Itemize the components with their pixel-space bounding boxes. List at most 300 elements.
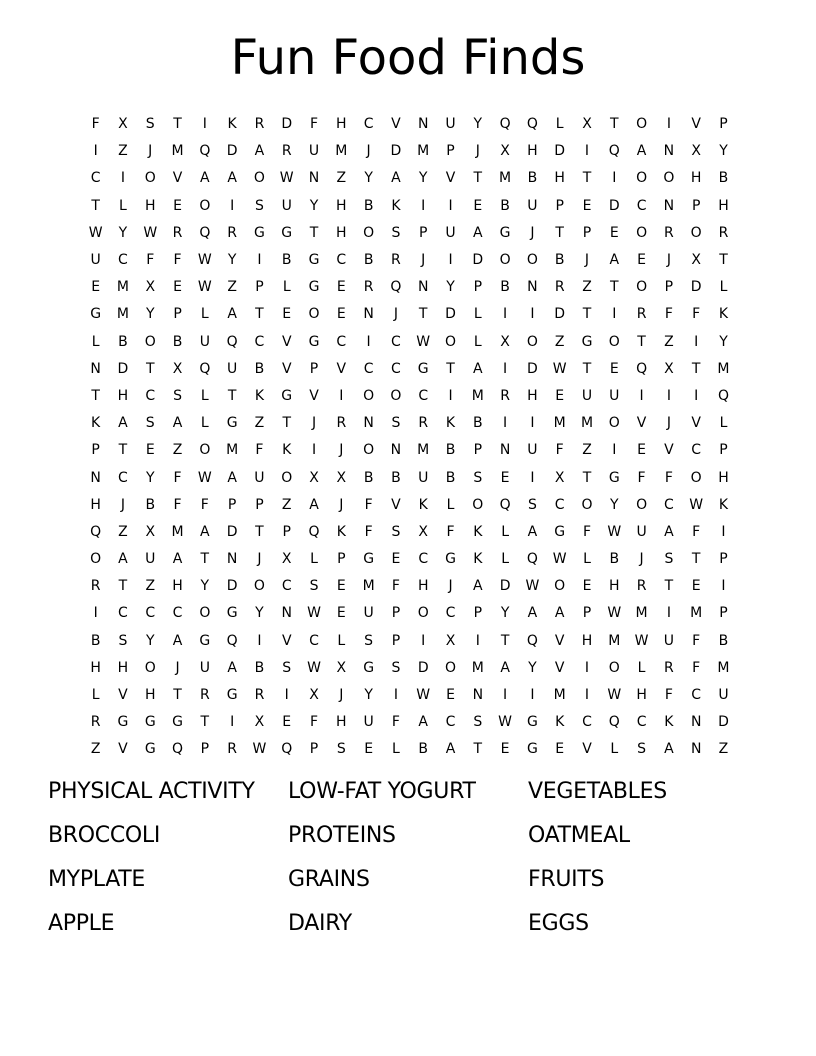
grid-letter[interactable]: W [197,279,212,296]
grid-letter[interactable]: V [391,496,401,513]
grid-letter[interactable]: R [554,279,565,296]
grid-letter[interactable]: I [503,306,508,323]
grid-letter[interactable]: T [473,170,483,187]
grid-letter[interactable]: N [390,442,402,459]
grid-letter[interactable]: C [309,632,319,649]
grid-letter[interactable]: Q [499,496,511,513]
grid-letter[interactable]: T [610,279,619,296]
grid-letter[interactable]: V [118,687,128,704]
grid-letter[interactable]: U [527,197,538,214]
grid-letter[interactable]: X [554,469,565,486]
grid-letter[interactable]: E [145,442,155,459]
grid-letter[interactable]: G [526,741,538,758]
grid-letter[interactable]: E [582,197,592,214]
grid-letter[interactable]: D [718,714,729,731]
grid-letter[interactable]: C [363,360,374,377]
grid-letter[interactable]: Y [418,170,428,187]
grid-letter[interactable]: A [664,523,674,540]
grid-letter[interactable]: P [282,523,291,540]
grid-letter[interactable]: C [663,496,674,513]
grid-letter[interactable]: P [719,442,728,459]
grid-letter[interactable]: N [90,360,101,377]
grid-letter[interactable]: Z [718,741,729,758]
grid-letter[interactable]: Z [90,741,101,758]
grid-letter[interactable]: Q [499,116,511,133]
grid-letter[interactable]: O [608,659,620,676]
grid-letter[interactable]: E [336,605,346,622]
grid-letter[interactable]: Y [610,496,619,513]
grid-letter[interactable]: T [200,714,210,731]
grid-letter[interactable]: K [555,714,565,731]
grid-letter[interactable]: O [526,252,538,269]
grid-letter[interactable]: D [554,143,566,160]
grid-letter[interactable]: H [417,578,429,595]
grid-letter[interactable]: G [90,306,102,323]
grid-letter[interactable]: U [445,224,456,241]
grid-letter[interactable]: T [719,252,728,269]
grid-letter[interactable]: Q [717,387,729,404]
grid-letter[interactable]: A [664,741,674,758]
grid-letter[interactable]: J [148,143,153,160]
grid-letter[interactable]: F [692,659,701,676]
grid-letter[interactable]: S [254,197,264,214]
grid-letter[interactable]: G [526,714,538,731]
grid-letter[interactable]: K [418,496,428,513]
grid-letter[interactable]: M [417,143,430,160]
grid-letter[interactable]: T [500,632,510,649]
grid-letter[interactable]: N [472,687,484,704]
grid-letter[interactable]: E [336,578,346,595]
grid-letter[interactable]: R [391,252,401,269]
grid-letter[interactable]: I [421,197,426,214]
grid-letter[interactable]: R [281,143,292,160]
grid-letter[interactable]: Y [364,687,373,704]
grid-letter[interactable]: V [445,170,456,187]
grid-letter[interactable]: O [690,224,702,241]
grid-letter[interactable]: H [527,387,538,404]
grid-letter[interactable]: G [608,469,620,486]
grid-letter[interactable]: G [226,687,238,704]
grid-letter[interactable]: K [718,306,729,323]
grid-letter[interactable]: G [554,523,566,540]
grid-letter[interactable]: O [663,170,675,187]
grid-letter[interactable]: A [118,551,128,568]
grid-letter[interactable]: B [527,170,538,187]
grid-letter[interactable]: K [227,116,237,133]
grid-letter[interactable]: Y [309,197,319,214]
grid-letter[interactable]: Z [281,496,292,513]
grid-letter[interactable]: E [582,578,592,595]
grid-letter[interactable]: M [608,632,621,649]
grid-letter[interactable]: F [446,523,455,540]
grid-letter[interactable]: N [499,442,511,459]
grid-letter[interactable]: W [552,360,567,377]
grid-letter[interactable]: T [145,360,155,377]
grid-letter[interactable]: A [172,551,183,568]
grid-letter[interactable]: U [254,469,265,486]
grid-letter[interactable]: U [363,605,374,622]
grid-letter[interactable]: X [691,143,701,160]
grid-letter[interactable]: U [281,197,292,214]
grid-letter[interactable]: A [227,306,237,323]
grid-letter[interactable]: L [310,551,318,568]
grid-letter[interactable]: I [284,687,289,704]
grid-letter[interactable]: G [117,714,129,731]
grid-letter[interactable]: T [582,360,592,377]
grid-letter[interactable]: Y [364,170,373,187]
grid-letter[interactable]: I [530,415,535,432]
grid-letter[interactable]: P [582,224,592,241]
grid-letter[interactable]: K [718,496,729,513]
grid-letter[interactable]: O [444,659,457,676]
grid-letter[interactable]: O [690,469,702,486]
grid-letter[interactable]: G [308,279,320,296]
grid-letter[interactable]: X [145,279,156,296]
grid-letter[interactable]: K [664,714,674,731]
grid-letter[interactable]: M [553,415,566,432]
grid-letter[interactable]: G [308,333,320,350]
grid-letter[interactable]: B [254,659,265,676]
grid-letter[interactable]: F [664,687,673,704]
grid-letter[interactable]: Y [719,143,728,160]
grid-letter[interactable]: N [281,605,292,622]
grid-letter[interactable]: W [279,170,294,187]
grid-letter[interactable]: L [610,741,619,758]
grid-letter[interactable]: S [473,714,483,731]
grid-letter[interactable]: N [690,741,702,758]
grid-letter[interactable]: F [255,442,264,459]
grid-letter[interactable]: V [281,360,292,377]
grid-letter[interactable]: G [363,551,375,568]
grid-letter[interactable]: Q [226,333,238,350]
grid-letter[interactable]: U [418,469,429,486]
grid-letter[interactable]: D [608,197,620,214]
grid-letter[interactable]: S [664,551,674,568]
grid-letter[interactable]: C [445,605,456,622]
grid-letter[interactable]: V [582,741,592,758]
grid-letter[interactable]: K [445,415,456,432]
grid-letter[interactable]: I [202,116,207,133]
grid-letter[interactable]: K [473,523,483,540]
grid-letter[interactable]: X [500,143,510,160]
grid-letter[interactable]: Q [226,632,238,649]
grid-letter[interactable]: W [143,224,158,241]
grid-letter[interactable]: H [690,170,702,187]
grid-letter[interactable]: A [473,360,483,377]
grid-letter[interactable]: O [636,170,648,187]
grid-letter[interactable]: H [527,143,538,160]
grid-letter[interactable]: G [226,415,238,432]
grid-letter[interactable]: M [335,143,348,160]
grid-letter[interactable]: I [694,333,699,350]
grid-letter[interactable]: C [636,714,647,731]
grid-letter[interactable]: B [445,442,456,459]
grid-letter[interactable]: W [498,714,513,731]
grid-letter[interactable]: E [473,197,483,214]
grid-letter[interactable]: A [200,523,210,540]
grid-letter[interactable]: O [144,170,156,187]
grid-letter[interactable]: K [473,551,483,568]
grid-letter[interactable]: V [118,741,128,758]
grid-letter[interactable]: Q [199,143,211,160]
grid-letter[interactable]: V [336,360,347,377]
grid-letter[interactable]: E [173,279,182,296]
grid-letter[interactable]: F [664,306,673,323]
grid-letter[interactable]: I [339,387,344,404]
grid-letter[interactable]: O [636,224,648,241]
grid-letter[interactable]: R [254,687,265,704]
grid-letter[interactable]: Y [473,116,483,133]
grid-letter[interactable]: I [639,387,644,404]
grid-letter[interactable]: B [90,632,101,649]
grid-letter[interactable]: X [664,360,674,377]
grid-letter[interactable]: R [254,116,265,133]
grid-letter[interactable]: L [200,387,209,404]
grid-letter[interactable]: O [199,605,211,622]
grid-letter[interactable]: X [309,687,319,704]
grid-letter[interactable]: A [554,605,565,622]
grid-letter[interactable]: A [636,143,647,160]
grid-letter[interactable]: N [363,306,374,323]
grid-letter[interactable]: K [391,197,401,214]
grid-letter[interactable]: B [445,469,456,486]
grid-letter[interactable]: B [718,170,729,187]
grid-letter[interactable]: M [362,578,375,595]
grid-letter[interactable]: H [336,224,347,241]
grid-letter[interactable]: P [309,741,319,758]
grid-letter[interactable]: X [445,632,456,649]
grid-letter[interactable]: R [90,714,101,731]
grid-letter[interactable]: L [473,333,482,350]
grid-letter[interactable]: V [391,116,401,133]
grid-letter[interactable]: R [363,279,374,296]
grid-letter[interactable]: O [199,197,211,214]
grid-letter[interactable]: W [607,523,622,540]
grid-letter[interactable]: D [390,143,402,160]
grid-letter[interactable]: T [446,360,455,377]
grid-letter[interactable]: A [309,496,319,513]
grid-letter[interactable]: D [472,252,484,269]
grid-letter[interactable]: A [227,469,237,486]
grid-letter[interactable]: B [281,252,292,269]
grid-letter[interactable]: G [281,224,293,241]
grid-letter[interactable]: O [444,333,457,350]
grid-letter[interactable]: G [499,224,511,241]
grid-letter[interactable]: I [530,687,535,704]
grid-letter[interactable]: U [581,387,593,404]
grid-letter[interactable]: O [581,496,593,513]
grid-letter[interactable]: I [721,523,726,540]
grid-letter[interactable]: G [144,741,156,758]
grid-letter[interactable]: W [307,605,321,622]
grid-letter[interactable]: P [227,496,237,513]
grid-letter[interactable]: M [116,279,129,296]
grid-letter[interactable]: A [527,605,538,622]
grid-letter[interactable]: T [118,578,128,595]
grid-letter[interactable]: M [471,387,484,404]
grid-letter[interactable]: I [612,442,617,459]
grid-letter[interactable]: B [254,360,265,377]
grid-letter[interactable]: H [90,496,101,513]
grid-letter[interactable]: T [200,551,210,568]
grid-letter[interactable]: H [90,659,101,676]
grid-letter[interactable]: I [448,252,453,269]
grid-letter[interactable]: O [472,496,484,513]
grid-letter[interactable]: O [636,279,648,296]
grid-letter[interactable]: A [118,415,128,432]
grid-letter[interactable]: M [499,170,512,187]
grid-letter[interactable]: P [555,197,564,214]
grid-letter[interactable]: Y [118,224,128,241]
grid-letter[interactable]: E [446,687,455,704]
grid-letter[interactable]: J [175,659,180,676]
grid-letter[interactable]: V [172,170,183,187]
grid-letter[interactable]: C [391,333,401,350]
grid-letter[interactable]: G [445,551,456,568]
grid-letter[interactable]: L [392,741,400,758]
grid-letter[interactable]: X [582,116,592,133]
grid-letter[interactable]: O [499,252,511,269]
grid-letter[interactable]: O [363,224,375,241]
grid-letter[interactable]: T [91,197,100,214]
grid-letter[interactable]: P [418,224,428,241]
grid-letter[interactable]: K [91,415,101,432]
grid-letter[interactable]: E [691,578,701,595]
grid-letter[interactable]: T [173,116,182,133]
grid-letter[interactable]: F [309,116,319,133]
grid-letter[interactable]: W [416,333,431,350]
grid-letter[interactable]: E [336,279,346,296]
grid-letter[interactable]: R [664,659,674,676]
grid-letter[interactable]: Z [664,333,674,350]
grid-letter[interactable]: B [172,333,183,350]
grid-letter[interactable]: U [636,523,647,540]
grid-letter[interactable]: I [530,469,535,486]
grid-letter[interactable]: F [391,714,400,731]
grid-letter[interactable]: J [311,415,317,432]
grid-letter[interactable]: N [690,714,702,731]
grid-letter[interactable]: Q [526,551,538,568]
grid-letter[interactable]: L [282,279,291,296]
grid-letter[interactable]: H [554,170,565,187]
grid-letter[interactable]: L [200,415,209,432]
grid-letter[interactable]: J [257,551,262,568]
grid-letter[interactable]: S [391,224,401,241]
grid-letter[interactable]: D [281,116,293,133]
grid-letter[interactable]: W [607,605,622,622]
grid-letter[interactable]: I [230,714,235,731]
grid-letter[interactable]: T [637,333,646,350]
grid-letter[interactable]: M [171,523,184,540]
grid-letter[interactable]: X [172,360,183,377]
grid-letter[interactable]: X [281,551,292,568]
grid-letter[interactable]: B [391,469,401,486]
grid-letter[interactable]: I [666,605,671,622]
grid-letter[interactable]: R [199,687,210,704]
grid-letter[interactable]: W [525,578,540,595]
grid-letter[interactable]: B [500,197,510,214]
grid-letter[interactable]: X [118,116,128,133]
grid-letter[interactable]: S [282,659,292,676]
grid-letter[interactable]: C [118,252,128,269]
grid-letter[interactable]: B [473,415,483,432]
grid-letter[interactable]: H [144,197,156,214]
grid-letter[interactable]: F [91,116,100,133]
grid-letter[interactable]: W [197,252,212,269]
grid-letter[interactable]: X [254,714,265,731]
grid-letter[interactable]: E [336,306,346,323]
grid-letter[interactable]: E [555,387,565,404]
grid-letter[interactable]: Q [608,143,620,160]
grid-letter[interactable]: T [582,306,592,323]
grid-letter[interactable]: O [144,333,156,350]
grid-letter[interactable]: E [637,252,647,269]
grid-letter[interactable]: L [91,687,100,704]
grid-letter[interactable]: L [91,333,100,350]
grid-letter[interactable]: C [445,714,456,731]
grid-letter[interactable]: N [308,170,320,187]
grid-letter[interactable]: I [584,143,590,160]
grid-letter[interactable]: U [663,632,674,649]
grid-letter[interactable]: V [554,632,565,649]
grid-letter[interactable]: A [227,659,237,676]
grid-letter[interactable]: T [309,224,319,241]
grid-letter[interactable]: I [584,687,590,704]
grid-letter[interactable]: U [199,333,210,350]
grid-letter[interactable]: Z [582,442,592,459]
grid-letter[interactable]: C [418,387,429,404]
grid-letter[interactable]: V [636,415,647,432]
grid-letter[interactable]: E [609,360,619,377]
grid-letter[interactable]: V [691,116,701,133]
grid-letter[interactable]: D [499,578,511,595]
grid-letter[interactable]: M [417,442,430,459]
grid-letter[interactable]: H [581,632,593,649]
grid-letter[interactable]: L [337,632,346,649]
grid-letter[interactable]: F [582,523,592,540]
grid-letter[interactable]: H [636,687,647,704]
grid-letter[interactable]: P [391,632,401,649]
grid-letter[interactable]: P [582,605,592,622]
grid-letter[interactable]: P [719,551,728,568]
grid-letter[interactable]: L [473,306,482,323]
grid-letter[interactable]: O [363,442,375,459]
grid-letter[interactable]: T [173,687,182,704]
grid-letter[interactable]: U [527,442,538,459]
grid-letter[interactable]: S [173,387,182,404]
grid-letter[interactable]: M [635,605,648,622]
grid-letter[interactable]: R [418,415,429,432]
grid-letter[interactable]: F [664,469,673,486]
grid-letter[interactable]: E [173,197,182,214]
grid-letter[interactable]: N [663,143,675,160]
grid-letter[interactable]: G [417,360,429,377]
grid-letter[interactable]: X [336,659,347,676]
grid-letter[interactable]: C [363,116,374,133]
grid-letter[interactable]: B [363,252,374,269]
grid-letter[interactable]: W [689,496,704,513]
grid-letter[interactable]: X [336,469,347,486]
grid-letter[interactable]: E [500,469,510,486]
grid-letter[interactable]: K [336,523,346,540]
grid-letter[interactable]: N [527,279,538,296]
grid-letter[interactable]: P [719,605,728,622]
grid-letter[interactable]: F [692,306,701,323]
grid-letter[interactable]: C [254,333,265,350]
grid-letter[interactable]: J [339,442,344,459]
grid-letter[interactable]: A [500,659,510,676]
grid-letter[interactable]: D [445,306,456,323]
